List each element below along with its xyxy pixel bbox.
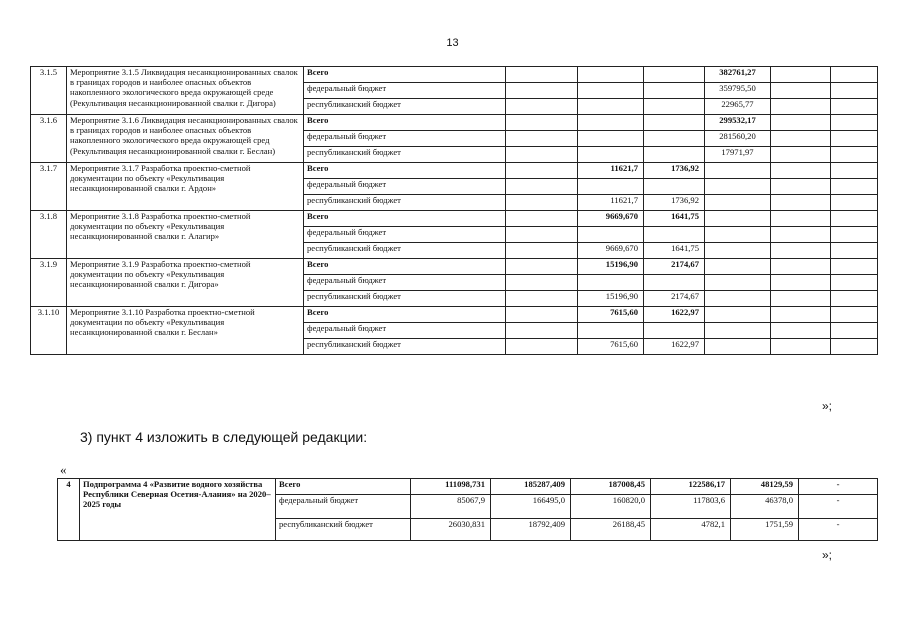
amount-cell <box>831 339 878 355</box>
amount-cell: 122586,17 <box>651 479 731 495</box>
amount-cell: 187008,45 <box>571 479 651 495</box>
funding-source: федеральный бюджет <box>304 179 506 195</box>
amount-cell <box>771 211 831 227</box>
amount-cell <box>578 67 644 83</box>
amount-cell <box>644 99 705 115</box>
funding-source: федеральный бюджет <box>304 227 506 243</box>
amount-cell <box>771 99 831 115</box>
amount-cell: 4782,1 <box>651 519 731 541</box>
amount-cell <box>644 67 705 83</box>
amount-cell <box>771 339 831 355</box>
amount-cell <box>771 275 831 291</box>
amount-cell: 1622,97 <box>644 307 705 323</box>
amount-cell: 9669,670 <box>578 243 644 259</box>
activity-code: 3.1.9 <box>31 259 67 307</box>
amount-cell <box>578 179 644 195</box>
amount-cell: 9669,670 <box>578 211 644 227</box>
funding-source: республиканский бюджет <box>276 519 411 541</box>
activity-code: 3.1.5 <box>31 67 67 115</box>
amount-cell: 111098,731 <box>411 479 491 495</box>
funding-source: республиканский бюджет <box>304 291 506 307</box>
amount-cell <box>506 259 578 275</box>
amount-cell <box>644 227 705 243</box>
amount-cell <box>771 323 831 339</box>
amount-cell <box>705 179 771 195</box>
amount-cell <box>506 243 578 259</box>
amount-cell <box>831 131 878 147</box>
amount-cell <box>644 115 705 131</box>
activities-table <box>30 66 878 355</box>
amount-cell: 166495,0 <box>491 495 571 519</box>
amount-cell: 15196,90 <box>578 259 644 275</box>
amount-cell <box>705 291 771 307</box>
amount-cell: 7615,60 <box>578 307 644 323</box>
amount-cell <box>506 307 578 323</box>
amount-cell <box>506 115 578 131</box>
funding-source: Всего <box>304 259 506 275</box>
amount-cell <box>771 115 831 131</box>
amount-cell <box>705 323 771 339</box>
amount-cell: - <box>799 495 878 519</box>
amount-cell <box>705 227 771 243</box>
amount-cell <box>771 67 831 83</box>
amount-cell <box>831 275 878 291</box>
funding-source: Всего <box>304 67 506 83</box>
closing-quote-1: »; <box>822 399 833 413</box>
funding-source: федеральный бюджет <box>304 83 506 99</box>
activity-description: Мероприятие 3.1.5 Ликвидация несанкционированных свалок в границах городов и наиболее опасных объектов накопленного экологического вреда окружающей среде (Рекультивация несанкционированной свалки г. Дигора) <box>67 67 304 115</box>
amount-cell: 15196,90 <box>578 291 644 307</box>
amount-cell <box>506 163 578 179</box>
amount-cell: 22965,77 <box>705 99 771 115</box>
activity-description: Мероприятие 3.1.9 Разработка проектно-сметной документации по объекту «Рекультивация несанкционированной свалки г. Дигора» <box>67 259 304 307</box>
funding-source: Всего <box>304 211 506 227</box>
amount-cell <box>771 227 831 243</box>
amount-cell: 185287,409 <box>491 479 571 495</box>
amount-cell <box>771 163 831 179</box>
amount-cell <box>771 131 831 147</box>
funding-source: федеральный бюджет <box>304 323 506 339</box>
amount-cell: 1736,92 <box>644 163 705 179</box>
amount-cell: 117803,6 <box>651 495 731 519</box>
amount-cell <box>831 323 878 339</box>
amount-cell <box>644 83 705 99</box>
subprogram-code: 4 <box>58 479 80 541</box>
amount-cell <box>506 131 578 147</box>
amount-cell: 1641,75 <box>644 243 705 259</box>
amount-cell: - <box>799 519 878 541</box>
amount-cell <box>644 179 705 195</box>
activity-code: 3.1.8 <box>31 211 67 259</box>
amount-cell <box>771 259 831 275</box>
amount-cell <box>578 115 644 131</box>
activity-code: 3.1.10 <box>31 307 67 355</box>
amount-cell: 299532,17 <box>705 115 771 131</box>
subprogram-description: Подпрограмма 4 «Развитие водного хозяйства Республики Северная Осетия-Алания» на 2020– 2025 годы <box>80 479 276 541</box>
amendment-heading: 3) пункт 4 изложить в следующей редакции: <box>80 429 368 445</box>
amount-cell: 2174,67 <box>644 259 705 275</box>
amount-cell <box>705 259 771 275</box>
amount-cell <box>705 307 771 323</box>
amount-cell <box>831 163 878 179</box>
amount-cell <box>831 195 878 211</box>
amount-cell: 85067,9 <box>411 495 491 519</box>
amount-cell <box>578 99 644 115</box>
amount-cell: 17971,97 <box>705 147 771 163</box>
funding-source: федеральный бюджет <box>304 131 506 147</box>
amount-cell <box>831 83 878 99</box>
amount-cell: 382761,27 <box>705 67 771 83</box>
closing-quote-2: »; <box>822 548 833 562</box>
amount-cell <box>506 275 578 291</box>
amount-cell <box>578 275 644 291</box>
amount-cell <box>831 99 878 115</box>
funding-source: федеральный бюджет <box>276 495 411 519</box>
amount-cell <box>506 227 578 243</box>
funding-source: Всего <box>276 479 411 495</box>
table-row <box>31 163 878 179</box>
amount-cell <box>506 179 578 195</box>
funding-source: республиканский бюджет <box>304 147 506 163</box>
amount-cell: 1736,92 <box>644 195 705 211</box>
amount-cell <box>771 195 831 211</box>
amount-cell: 281560,20 <box>705 131 771 147</box>
funding-source: Всего <box>304 115 506 131</box>
amount-cell <box>506 211 578 227</box>
amount-cell <box>771 291 831 307</box>
activity-description: Мероприятие 3.1.6 Ликвидация несанкционированных свалок в границах городов и наиболее опасных объектов накопленного экологического вреда окружающей сред (Рекультивация несанкционированной свалки г. Беслан) <box>67 115 304 163</box>
amount-cell <box>771 243 831 259</box>
amount-cell <box>831 211 878 227</box>
funding-source: Всего <box>304 163 506 179</box>
funding-source: республиканский бюджет <box>304 339 506 355</box>
table-row <box>58 479 878 495</box>
funding-source: республиканский бюджет <box>304 195 506 211</box>
amount-cell <box>831 147 878 163</box>
amount-cell: 7615,60 <box>578 339 644 355</box>
amount-cell <box>506 147 578 163</box>
amount-cell <box>771 83 831 99</box>
amount-cell <box>578 323 644 339</box>
table-row <box>31 115 878 131</box>
amount-cell: 1751,59 <box>731 519 799 541</box>
amount-cell <box>578 131 644 147</box>
amount-cell: 26188,45 <box>571 519 651 541</box>
amount-cell <box>705 163 771 179</box>
amount-cell <box>506 67 578 83</box>
table-row <box>31 211 878 227</box>
amount-cell <box>644 275 705 291</box>
amount-cell <box>831 115 878 131</box>
activity-description: Мероприятие 3.1.7 Разработка проектно-сметной документации по объекту «Рекультивация несанкционированной свалки г. Ардон» <box>67 163 304 211</box>
table-row <box>31 259 878 275</box>
amount-cell <box>506 99 578 115</box>
amount-cell: 11621,7 <box>578 195 644 211</box>
subprogram-table <box>57 478 878 541</box>
amount-cell <box>831 259 878 275</box>
amount-cell <box>705 243 771 259</box>
amount-cell <box>578 83 644 99</box>
funding-source: республиканский бюджет <box>304 99 506 115</box>
amount-cell: 48129,59 <box>731 479 799 495</box>
amount-cell <box>831 307 878 323</box>
amount-cell <box>831 67 878 83</box>
amount-cell <box>771 307 831 323</box>
amount-cell: 46378,0 <box>731 495 799 519</box>
amount-cell: - <box>799 479 878 495</box>
amount-cell <box>705 339 771 355</box>
funding-source: федеральный бюджет <box>304 275 506 291</box>
amount-cell <box>831 179 878 195</box>
amount-cell <box>644 131 705 147</box>
activity-description: Мероприятие 3.1.8 Разработка проектно-сметной документации по объекту «Рекультивация несанкционированной свалки г. Алагир» <box>67 211 304 259</box>
amount-cell <box>506 83 578 99</box>
amount-cell <box>578 147 644 163</box>
amount-cell: 18792,409 <box>491 519 571 541</box>
amount-cell: 11621,7 <box>578 163 644 179</box>
amount-cell <box>644 147 705 163</box>
amount-cell: 160820,0 <box>571 495 651 519</box>
amount-cell <box>831 243 878 259</box>
amount-cell <box>705 195 771 211</box>
amount-cell <box>506 291 578 307</box>
amount-cell <box>506 323 578 339</box>
amount-cell: 26030,831 <box>411 519 491 541</box>
amount-cell <box>771 179 831 195</box>
activity-description: Мероприятие 3.1.10 Разработка проектно-сметной документации по объекту «Рекультивация несанкционированной свалки г. Беслан» <box>67 307 304 355</box>
funding-source: республиканский бюджет <box>304 243 506 259</box>
table-row <box>31 67 878 83</box>
activity-code: 3.1.7 <box>31 163 67 211</box>
amount-cell <box>578 227 644 243</box>
amount-cell <box>506 195 578 211</box>
amount-cell <box>506 339 578 355</box>
amount-cell: 1622,97 <box>644 339 705 355</box>
page-number: 13 <box>446 37 459 49</box>
amount-cell <box>705 275 771 291</box>
amount-cell <box>771 147 831 163</box>
funding-source: Всего <box>304 307 506 323</box>
activity-code: 3.1.6 <box>31 115 67 163</box>
amount-cell <box>644 323 705 339</box>
table-row <box>31 307 878 323</box>
amount-cell: 1641,75 <box>644 211 705 227</box>
opening-quote: « <box>60 462 67 477</box>
amount-cell <box>705 211 771 227</box>
amount-cell: 2174,67 <box>644 291 705 307</box>
amount-cell <box>831 291 878 307</box>
amount-cell <box>831 227 878 243</box>
amount-cell: 359795,50 <box>705 83 771 99</box>
